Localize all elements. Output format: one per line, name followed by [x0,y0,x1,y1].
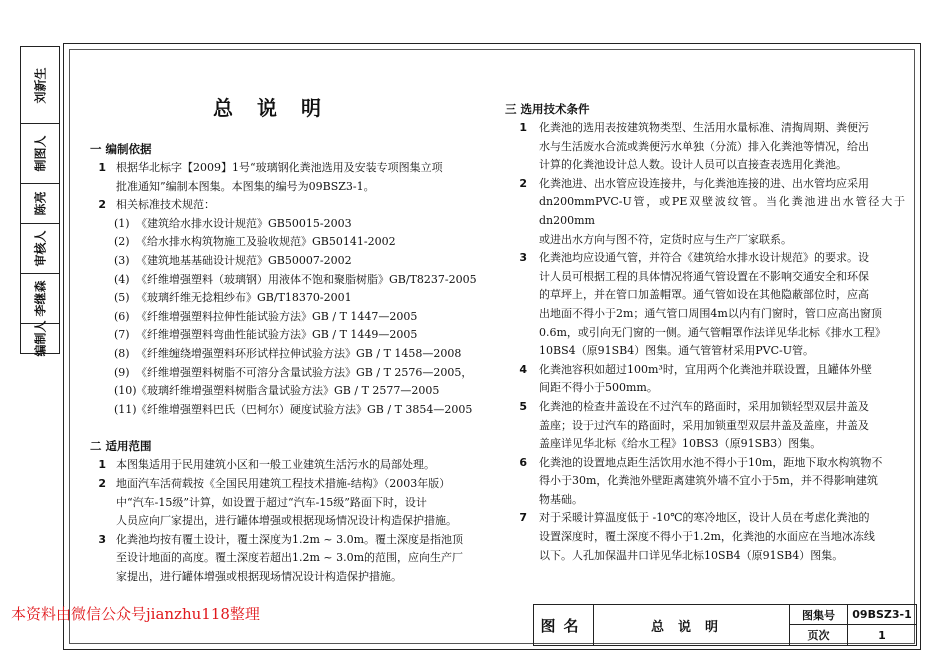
list-item [90,456,495,475]
item-number: 2 [98,198,106,212]
standard-item [90,271,495,290]
standard-text: 《建筑地基基础设计规范》GB50007-2002 [136,253,352,267]
signoff-name-compiler: 李继森 [33,280,48,317]
list-item [90,531,495,587]
atlas-number: 09BSZ3-1 [848,605,916,625]
standard-item [90,401,495,420]
section-heading-scope: 二 适用范围 [90,439,152,454]
standard-number: (7) [114,328,130,342]
signoff-role-cell [21,223,59,273]
standard-text: 《建筑给水排水设计规范》GB50015-2003 [136,216,352,230]
item-text: 本图集适用于民用建筑小区和一般工业建筑生活污水的局部处理。 [116,458,435,472]
title-block-grid [790,605,916,645]
page-title: 总说明 [213,96,345,120]
list-item [90,196,495,215]
item-number: 1 [98,161,106,174]
item-text: 相关标准技术规范： [116,198,215,212]
item-text: 化粪池的设置地点距生活饮用水池不得小于10m，距地下取水构筑物不 得小于30m，化粪池外壁距离建筑外墙不宜小于5m，并不得影响建筑 物基础。 [539,455,883,506]
section-heading-conditions: 三 选用技术条件 [505,102,590,116]
standard-number: (3) [114,253,130,267]
list-item [90,159,495,196]
standard-text: 《纤维增强塑料（玻璃钢）用液体不饱和聚脂树脂》GB/T8237-2005 [136,272,477,286]
standard-number: (10) [114,384,137,398]
standard-item [90,364,495,383]
standard-number: (11) [114,402,137,416]
signoff-name-reviewer: 陈亮 [33,191,48,216]
title-block [533,604,917,646]
standard-item [90,233,495,252]
item-text: 地面汽车活荷载按《全国民用建筑工程技术措施-结构》（2003年版） 中“汽车-15级”计算，如设置于超过“汽车-15级”路面下时，设计 人员应向厂家提出，进行罐体增强或根据现场情况设计构造保护措施。 [116,476,457,528]
item-text: 化粪池均按有覆土设计，覆土深度为1.2m ~ 3.0m。覆土深度是指池顶 至设计地面的高度。覆土深度若超出1.2m ~ 3.0m的范围，应向生产厂 家提出，进行罐体增强或根据现场情况设计构造保护措施。 [116,532,464,583]
item-text: 化粪池容积如超过100m³时，宜用两个化粪池并联设置，且罐体外壁 间距不得小于500mm。 [539,362,872,395]
standard-item [90,345,495,364]
page-number: 1 [878,628,886,642]
standard-number: (4) [114,272,130,286]
section-heading-basis: 一 编制依据 [90,142,152,156]
standard-number: (8) [114,346,130,360]
signoff-name-drafter: 刘新生 [33,67,48,104]
standard-number: (2) [114,235,130,249]
item-number: 1 [519,121,527,134]
standard-text: 《纤维缠绕增强塑料环形试样拉伸试验方法》GB / T 1458—2008 [136,346,462,360]
atlas-number-label: 图集号 [790,605,848,625]
signoff-strip [20,46,60,357]
list-item [505,398,905,454]
left-column [90,140,495,586]
drawing-name: 总说明 [594,605,790,645]
signoff-name-cell [21,273,59,323]
signoff-role-cell [21,320,59,357]
list-item [505,175,905,249]
item-number: 3 [98,532,106,546]
item-text: 根据华北标字【2009】1号“玻璃钢化粪池选用及安装专项图集立项 批准通知”编制本图集。本图集的编号为09BSZ3-1。 [116,161,443,193]
signoff-role-drafter: 制图人 [33,135,48,172]
list-item [505,509,905,565]
standard-text: 《玻璃纤维增强塑料树脂含量试验方法》GB / T 2577—2005 [136,384,440,398]
item-number: 2 [519,176,527,190]
signoff-name-cell [21,183,59,223]
standard-item [90,308,495,327]
standard-item [90,252,495,271]
standard-text: 《给水排水构筑物施工及验收规范》GB50141-2002 [136,235,396,249]
item-number: 6 [519,455,527,469]
list-item [505,119,905,175]
item-text: 化粪池的选用表按建筑物类型、生活用水量标准、清掏周期、粪便污 水与生活废水合流或粪便污水单独（分流）排入化粪池等情况，给出 计算的化粪池设计总人数。设计人员可以直接查表选用化粪池。 [539,121,869,172]
list-item [505,249,905,361]
item-number: 1 [98,458,106,472]
standard-text: 《纤维增强塑料巴氏（巴柯尔）硬度试验方法》GB / T 3854—2005 [136,402,473,416]
page-number-label: 页次 [790,625,848,645]
standard-text: 《纤维增强塑料弯曲性能试验方法》GB / T 1449—2005 [136,328,418,342]
list-item [505,454,905,510]
scope-list [90,456,495,586]
item-number: 7 [519,511,527,525]
standard-text: 《纤维增强塑料拉伸性能试验方法》GB / T 1447—2005 [136,309,418,323]
standard-item [90,326,495,345]
item-number: 3 [519,251,527,265]
standard-text: 《纤维增强塑料树脂不可溶分含量试验方法》GB / T 2576—2005， [136,365,473,379]
item-text: 对于采暖计算温度低于 -10℃的寒冷地区，设计人员在考虑化粪池的 设置深度时，覆土深度不得小于1.2m，化粪池的水面应在当地冰冻线 以下。人孔加保温井口详见华北标10SB4（原91SB4）图集。 [539,511,875,562]
signoff-name-cell [21,48,59,123]
item-text: 化粪池进、出水管应设连接井，与化粪池连接的进、出水管均应采用 dn200mmPVC-U管，或PE双壁波纹管。当化粪池进出水管径大于dn200mm 或进出水方向与图不符，定货时应与生产厂家联系。 [539,176,905,246]
list-item [90,475,495,531]
drawing-name-label: 图名 [534,605,594,645]
standard-item [90,382,495,401]
right-column [505,100,905,565]
signoff-role-reviewer: 审核人 [33,230,48,267]
standard-number: (1) [114,216,130,230]
item-number: 2 [98,476,106,490]
standard-number: (9) [114,365,130,379]
standards-list [90,215,495,420]
signoff-role-compiler: 编制人 [33,320,48,357]
standard-item [90,215,495,234]
item-number: 4 [519,362,527,376]
standard-number: (5) [114,291,130,305]
item-text: 化粪池的检查井盖设在不过汽车的路面时，采用加锁轻型双层井盖及 盖座；设于过汽车的路面时，采用加锁重型双层井盖及盖座，井盖及 盖座详见华北标《给水工程》10BS3（原91SB3）图集。 [539,399,869,451]
standard-number: (6) [114,309,130,323]
standard-item [90,289,495,308]
watermark-text: 本资料由微信公众号jianzhu118整理 [11,605,260,623]
conditions-list [505,119,905,565]
item-number: 5 [519,399,527,413]
item-text: 化粪池均应设通气管，并符合《建筑给水排水设计规范》的要求。设 计人员可根据工程的具体情况将通气管设置在不影响交通安全和环保 的草坪上，并在管口加盖帽罩。通气管如设在其他隐蔽部位时，应高 出地面不得小于2m；通气管口周围4m以内有门窗时，管口应高出窗顶 0.6m，或引向无门窗的一侧。通气管帽罩作法详见华北标《排水工程》 10BS4（原91SB4）图集。通气管管材采用PVC-U管。 [539,251,886,358]
signoff-role-cell [21,123,59,183]
list-item [505,361,905,398]
standard-text: 《玻璃纤维无捻粗纱布》GB/T18370-2001 [136,291,352,305]
